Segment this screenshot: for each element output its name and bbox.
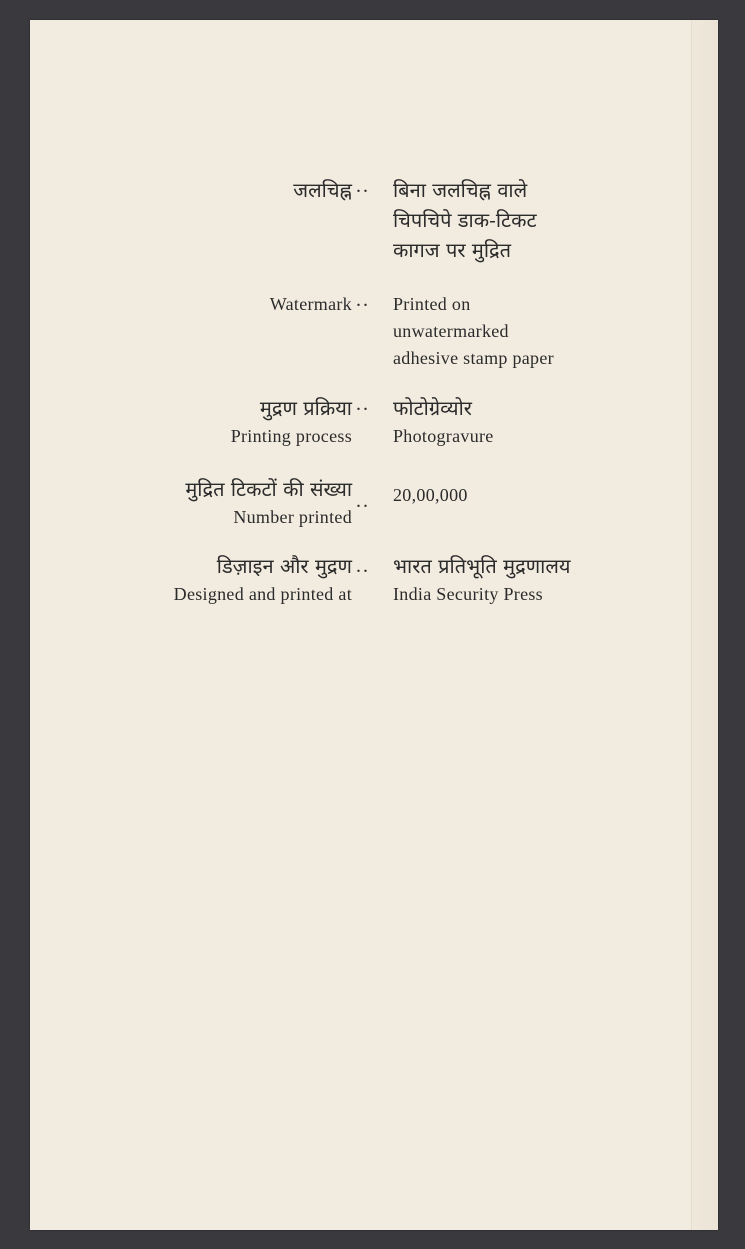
watermark-hindi-line-1: बिना जलचिह्न वाले [393,178,528,202]
number-printed-hindi-label: मुद्रित टिकटों की संख्या [185,477,352,501]
printing-process-values [393,393,494,450]
separator-dots: .. [356,490,370,512]
number-printed-english-label: Number printed [233,507,352,527]
document-page [30,20,718,1230]
separator-dots: .. [356,289,370,311]
watermark-english-line-1: Printed on [393,294,471,314]
watermark-hindi-value [393,175,537,265]
designed-printed-hindi-value: भारत प्रतिभूति मुद्रणालय [393,554,571,578]
watermark-hindi-line-3: कागज पर मुद्रित [393,238,512,262]
separator-dots: .. [356,393,370,415]
designed-printed-hindi-label: डिज़ाइन और मुद्रण [216,554,352,578]
printing-process-labels [231,393,352,450]
watermark-english-line-3: adhesive stamp paper [393,348,554,368]
printing-process-english-value: Photogravure [393,426,494,446]
designed-printed-english-value: India Security Press [393,584,543,604]
watermark-hindi-line-2: चिपचिपे डाक-टिकट [393,208,537,232]
printing-process-hindi-label: मुद्रण प्रक्रिया [259,396,352,420]
designed-printed-labels [174,551,352,608]
watermark-hindi-label: जलचिह्न [293,178,352,202]
watermark-english-value [393,291,554,372]
printing-process-hindi-value: फोटोग्रेव्योर [393,396,472,420]
watermark-english-label: Watermark [269,294,352,314]
separator-dots: .. [356,175,370,197]
printing-process-english-label: Printing process [230,426,352,446]
separator-dots: .. [356,555,370,577]
designed-printed-english-label: Designed and printed at [173,584,352,604]
number-printed-value: 20,00,000 [393,485,468,505]
number-printed-labels [185,474,352,531]
watermark-english-line-2: unwatermarked [393,321,509,341]
page-edge [691,20,718,1230]
designed-printed-values [393,551,571,608]
